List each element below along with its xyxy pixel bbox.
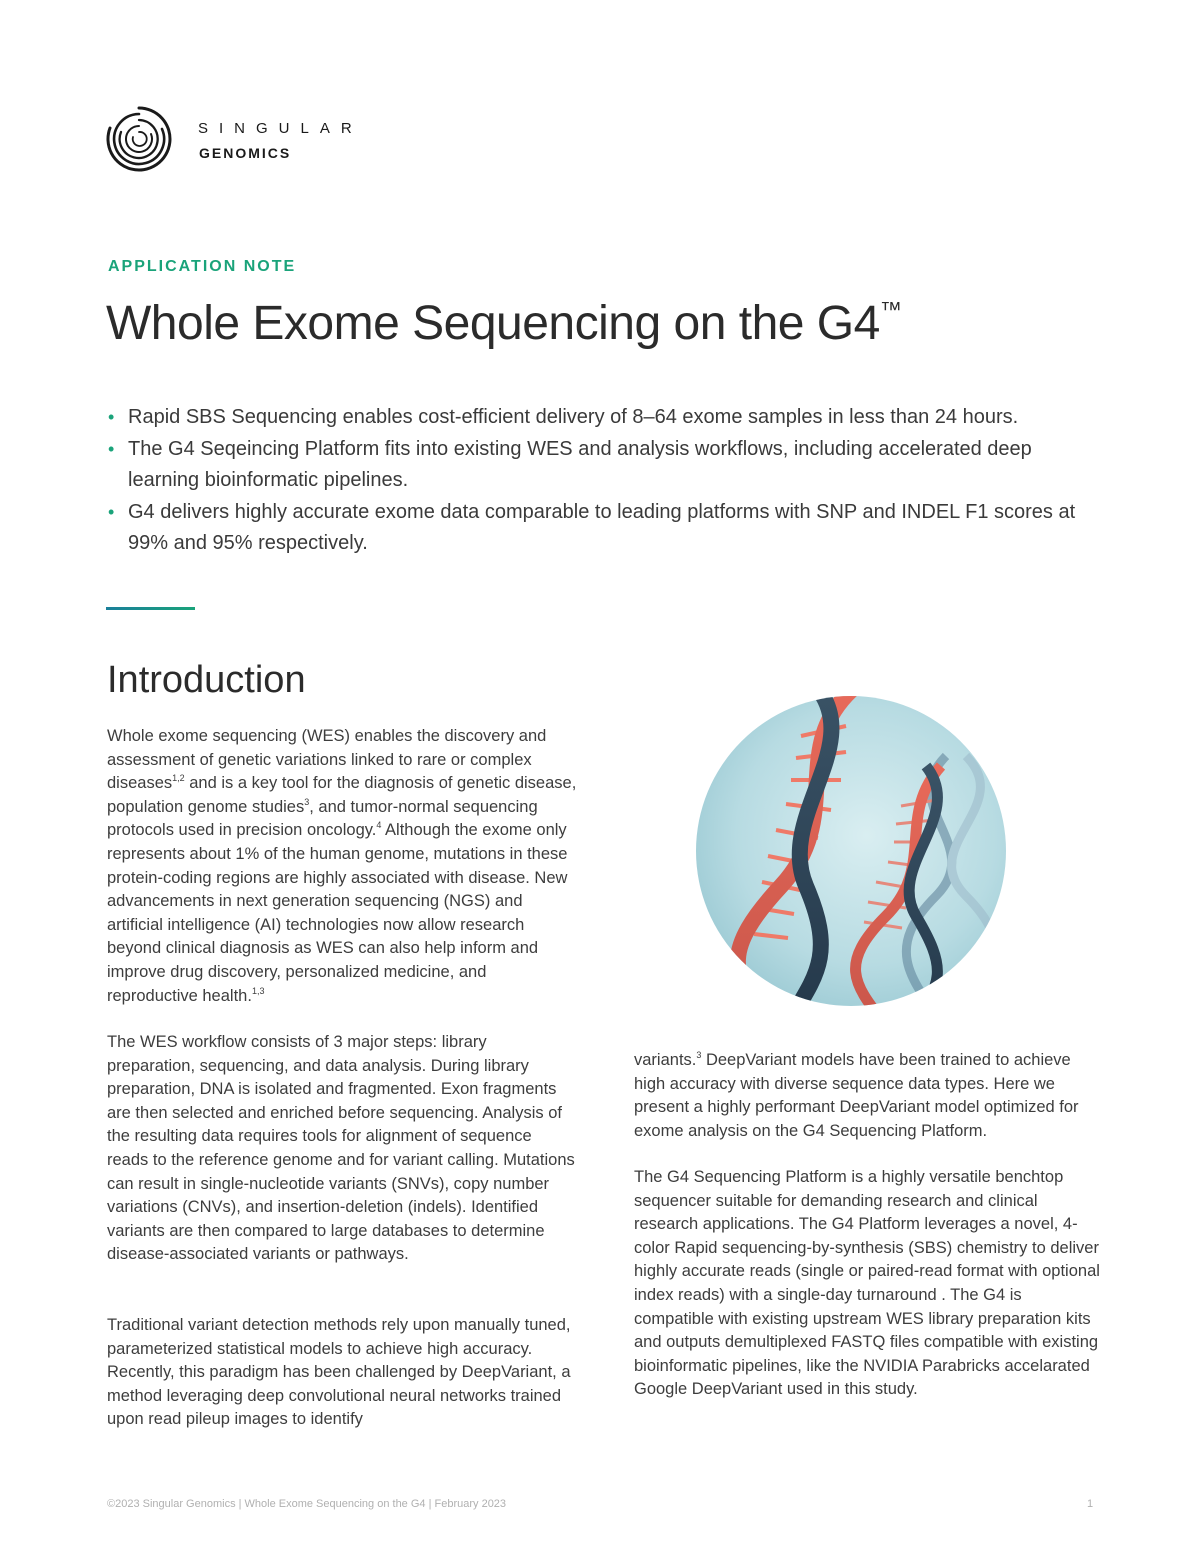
dna-helix-icon [696,696,1006,1006]
page-title-text: Whole Exome Sequencing on the G4 [106,297,880,350]
intro-paragraph-3: Traditional variant detection methods rely upon manually tuned, parameterized statistical models to achieve high accuracy. Recently, this paradigm has been challenged by DeepVariant, a method leveraging deep convolutional neural networks trained upon read pileup images to identify [107,1316,571,1429]
singular-genomics-logo-icon [104,104,174,174]
highlights-list [108,402,1098,560]
bullet-icon: • [108,407,115,427]
highlight-item [108,434,1098,497]
citation-superscript: 3 [696,1050,702,1060]
text-run: Although the exome only represents about 1% of the human genome, mutations in these protein-coding regions are highly associated with disease. New advancements in next generation sequencing (NGS) and artificial intelligence (AI) technologies now allow research beyond clinical diagnosis as WES can also help inform and improve drug discovery, personalized medicine, and reproductive health. [107,821,568,1005]
body-paragraph-4 [634,1049,1104,1143]
text-run: , and tumor-normal sequencing protocols used in precision oncology. [107,797,538,840]
text-run: Whole exome sequencing (WES) enables the discovery and assessment of genetic variations linked to rare or complex diseases [107,727,547,793]
highlight-text: The G4 Seqeincing Platform fits into existing WES and analysis workflows, including accelerated deep learning bioinformatic pipelines. [128,437,1032,491]
introduction-heading: Introduction [107,659,306,701]
trademark-mark: ™ [879,297,902,322]
bullet-icon: • [108,438,115,459]
intro-paragraph-1 [107,725,577,1008]
highlight-item [108,402,1098,434]
highlight-text: Rapid SBS Sequencing enables cost-efficient delivery of 8–64 exome samples in less than 24 hours. [128,406,1019,428]
logo-wordmark-top: SINGULAR [198,120,363,137]
bullet-icon: • [108,501,115,522]
document-type-label: APPLICATION NOTE [108,258,297,275]
text-run: variants. [634,1051,697,1069]
page-number: 1 [1087,1498,1094,1510]
page-title [106,296,901,351]
logo-wordmark-bottom: GENOMICS [199,145,292,161]
body-paragraph-5: The G4 Sequencing Platform is a highly versatile benchtop sequencer suitable for demanding research and clinical research applications. The G4 Platform leverages a novel, 4-color Rapid sequencing-by-synthesis (SBS) chemistry to deliver highly accurate reads (single or paired-read format with optional index reads) with a single-day turnaround . The G4 is compatible with existing upstream WES library preparation kits and outputs demultiplexed FASTQ files compatible with existing bioinformatic pipelines, like the NVIDIA Parabricks accelarated Google DeepVariant used in this study. [634,1168,1100,1399]
text-run: and is a key tool for the diagnosis of genetic disease, population genome studies [107,774,577,816]
page-footer: ©2023 Singular Genomics | Whole Exome Sequencing on the G4 | February 2023 [107,1498,507,1510]
section-divider [106,607,195,610]
citation-superscript: 3 [304,796,310,807]
intro-paragraph-2: The WES workflow consists of 3 major steps: library preparation, sequencing, and data analysis. During library preparation, DNA is isolated and fragmented. Exon fragments are then selected and enriched before sequencing. Analysis of the resulting data requires tools for alignment of sequence reads to the reference genome and for variant calling. Mutations can result in single-nucleotide variants (SNVs), copy number variations (CNVs), and insertion-deletion (indels). Identified variants are then compared to large databases to determine disease-associated variants or pathways. [107,1033,575,1264]
citation-superscript: 4 [376,820,382,831]
dna-helix-image [696,696,1006,1006]
highlight-item [108,497,1098,560]
citation-superscript: 1,2 [172,773,185,784]
citation-superscript: 1,3 [251,985,265,996]
highlight-text: G4 delivers highly accurate exome data comparable to leading platforms with SNP and INDEL F1 scores at 99% and 95% respectively. [128,500,1076,554]
text-run: DeepVariant models have been trained to achieve high accuracy with diverse sequence data types. Here we present a highly performant DeepVariant model optimized for exome analysis on the G4 Sequencing Platform. [634,1051,1079,1140]
